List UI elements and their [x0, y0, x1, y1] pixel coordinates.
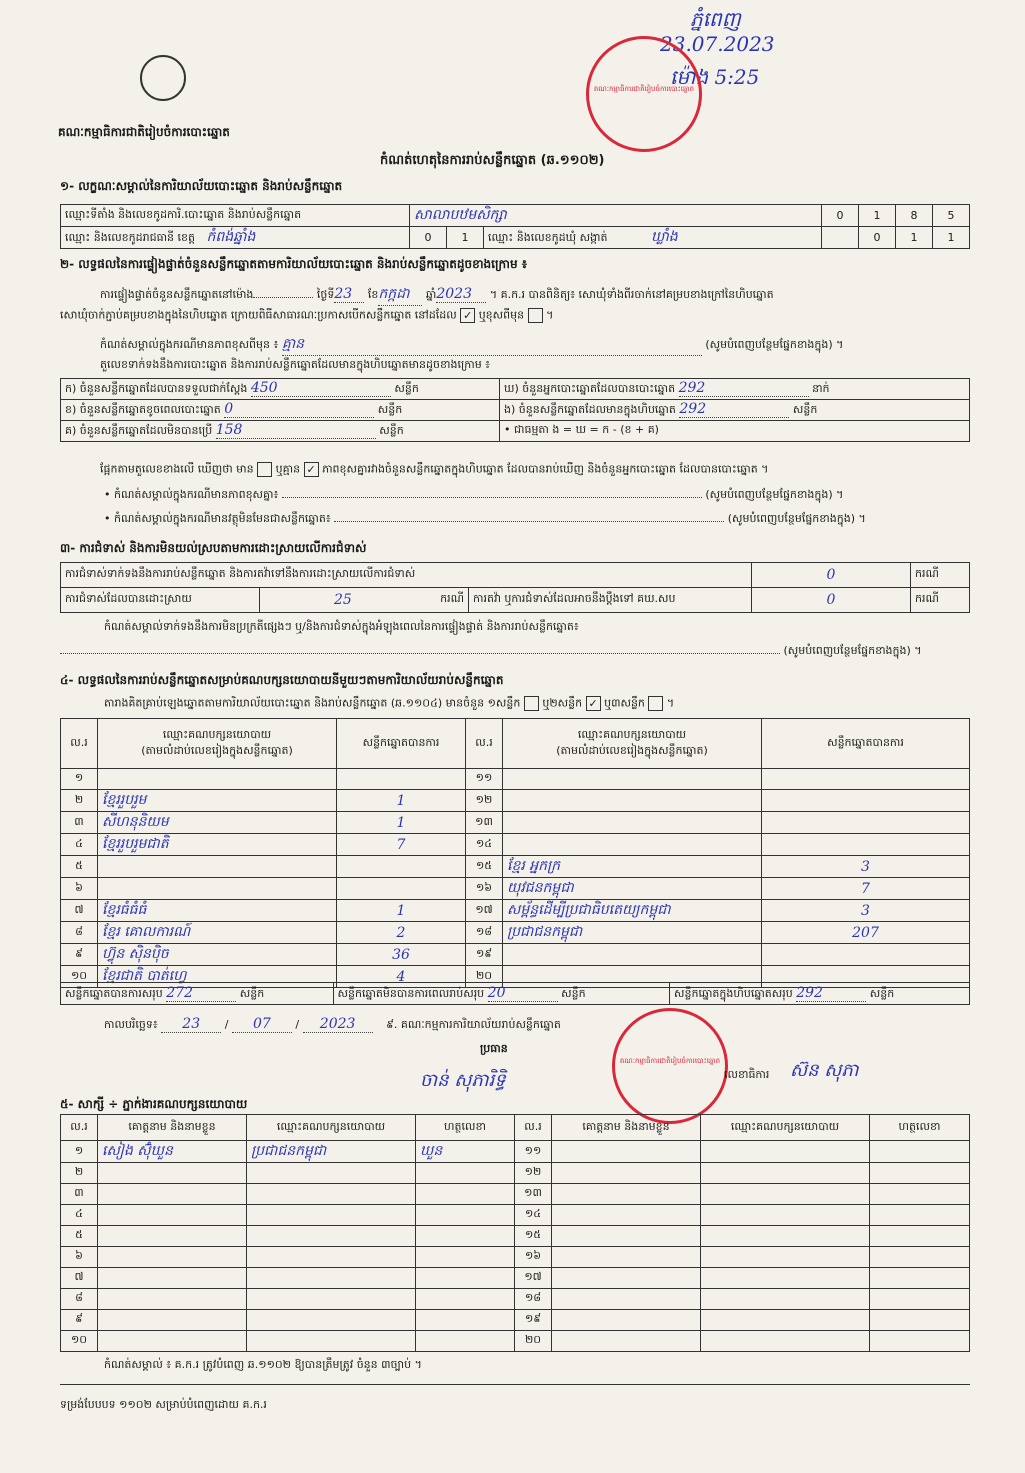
party-votes: 207 — [762, 922, 970, 944]
table-row — [61, 1226, 970, 1247]
date-day: 23 — [161, 1016, 221, 1033]
verification-time-label: ការផ្ទៀងផ្ទាត់ចំនួនសន្លឹកឆ្នោតនៅម៉ោង — [100, 288, 254, 301]
date-year: 2023 — [303, 1016, 373, 1033]
row-no: ១៣ — [466, 812, 503, 834]
valid-total-unit: សន្លឹក — [239, 986, 265, 1000]
invalid-total-label: សន្លឹកឆ្នោតមិនបានការពេលរាប់សរុប — [337, 986, 485, 1000]
objections-table — [60, 562, 970, 613]
row-no: ៨ — [61, 922, 98, 944]
row-no: ១៤ — [466, 834, 503, 856]
fill-more-note: (សូមបំពេញបន្ថែមផ្នែកខាងក្នុង) ។ — [727, 512, 866, 525]
party-name: សម្ព័ន្ធដើម្បីប្រជាធិបតេយ្យកម្ពុជា — [503, 900, 762, 922]
valid-total-value: 272 — [166, 985, 236, 1002]
row-no: ១៨ — [466, 922, 503, 944]
month-value: កក្កដា — [378, 284, 422, 306]
party-name — [503, 834, 762, 856]
commune-code-digit: 1 — [933, 227, 970, 249]
col-party-title: ឈ្មោះគណបក្សនយោបាយ — [577, 727, 687, 741]
row-no: ១ — [61, 1141, 98, 1163]
president-label: ប្រធាន — [480, 1042, 508, 1055]
party-name — [503, 812, 762, 834]
province-code-digit: 0 — [410, 227, 447, 249]
row-no: ១២ — [466, 790, 503, 812]
party-name: ខ្មែរធំធំធំ — [98, 900, 337, 922]
appeal-unit: ករណី — [911, 588, 970, 613]
party-votes: 7 — [337, 834, 466, 856]
tally-sheet-line: តារាងគិតគ្រាប់ឡេងឆ្នោតតាមការិយាល័យបោះឆ្នោត និងរាប់សន្លឹកឆ្នោត (ឆ.១១០៤) មានចំនួន ១សន្លឹក ឬ២សន្លឹក ✓ ឬ៣សន្លឹក ។ — [104, 696, 675, 710]
row-no: ១៣ — [515, 1184, 552, 1205]
form-title: កំណត់ហេតុនៃការរាប់សន្លឹកឆ្នោត (ឆ.១១០២) — [380, 153, 605, 168]
fill-more-note: (សូមបំពេញបន្ថែមផ្នែកខាងក្នុង) ។ — [705, 488, 844, 501]
different-label: ឬខុសពីមុន — [478, 308, 525, 322]
handwritten-date: 23.07.2023 — [660, 32, 775, 56]
year-value: 2023 — [436, 286, 486, 303]
witness-sign: ឃួន — [416, 1141, 515, 1163]
table-row — [61, 944, 970, 966]
objection-count: 0 — [752, 563, 911, 588]
valid-total-cell — [61, 983, 334, 1005]
table-row — [61, 1184, 970, 1205]
fill-more-note: (សូមបំពេញបន្ថែមផ្នែកខាងក្នុង) ។ — [783, 644, 922, 657]
col-name: គោត្តនាម និងនាមខ្លួន — [552, 1115, 701, 1141]
handwritten-location: ភ្នំពេញ — [690, 7, 741, 31]
same-checkbox[interactable]: ✓ — [460, 308, 475, 323]
president-signature: ចាន់ សុភារិទ្ធិ — [420, 1070, 506, 1091]
row-no: ១១ — [466, 769, 503, 790]
resolved-unit: ករណី — [440, 592, 464, 605]
col-sign: ហត្ថលេខា — [870, 1115, 970, 1141]
commune-label — [484, 227, 822, 249]
row-no: ៥ — [61, 1226, 98, 1247]
figure-label: ខ) ចំនួនសន្លឹកឆ្នោតខូចពេលបោះឆ្នោត — [65, 403, 221, 416]
party-votes — [762, 790, 970, 812]
province-code-digit: 1 — [447, 227, 484, 249]
figure-unit: សន្លឹក — [377, 403, 403, 416]
table-row — [61, 769, 970, 790]
difference-note2-label: • កំណត់សម្គាល់ក្នុងករណីមានភាពខុសគ្នា៖ — [104, 488, 279, 501]
row-no: ៥ — [61, 856, 98, 878]
official-stamp-bottom — [612, 1008, 728, 1124]
row-no: ១២ — [515, 1163, 552, 1184]
table-row — [61, 1163, 970, 1184]
invalid-total-cell — [333, 983, 670, 1005]
figure-unit: នាក់ — [812, 382, 830, 395]
figure-value: 0 — [224, 401, 374, 418]
row-no: ១០ — [61, 1331, 98, 1352]
day-label: ថ្ងៃទី — [316, 288, 335, 301]
province-label-text: ឈ្មោះ និងលេខកូដរាជធានី ខេត្ត — [65, 231, 195, 244]
province-label — [61, 227, 410, 249]
station-code-digit: 5 — [933, 205, 970, 227]
handwritten-time: ម៉ោង 5:25 — [670, 65, 760, 89]
row-no: ៦ — [61, 878, 98, 900]
row-no: ៦ — [61, 1247, 98, 1268]
row-no: ២០ — [515, 1331, 552, 1352]
commune-code-digit: 1 — [896, 227, 933, 249]
row-no: ១៤ — [515, 1205, 552, 1226]
col-sign: ហត្ថលេខា — [416, 1115, 515, 1141]
party-votes — [337, 856, 466, 878]
party-name: យុវជនកម្ពុជា — [503, 878, 762, 900]
box-total-unit: សន្លឹក — [869, 986, 895, 1000]
different-checkbox[interactable] — [528, 308, 543, 323]
table-row — [61, 1289, 970, 1310]
table-row — [61, 922, 970, 944]
col-no: ល.រ — [466, 719, 503, 769]
row-no: ១៦ — [515, 1247, 552, 1268]
row-no: ៧ — [61, 900, 98, 922]
results-table — [60, 718, 970, 988]
committee-label: ៩. គណៈកម្មការការិយាល័យរាប់សន្លឹកឆ្នោត — [386, 1018, 561, 1031]
comparison-line — [100, 462, 970, 479]
row-no: ១១ — [515, 1141, 552, 1163]
stamp-text: គណៈកម្មាធិការជាតិរៀបចំការបោះឆ្នោត — [619, 1057, 721, 1065]
date-month: 07 — [232, 1016, 292, 1033]
figure-label: ង) ចំនួនសន្លឹកឆ្នោតដែលមានក្នុងហិបឆ្នោត — [504, 403, 676, 416]
box-total-label: សន្លឹកឆ្នោតក្នុងហិបឆ្នោតសរុប — [674, 986, 793, 1000]
col-party — [503, 719, 762, 769]
party-votes — [762, 834, 970, 856]
one-sheet-checkbox[interactable] — [524, 696, 539, 711]
section3-heading: ៣- ការជំទាស់ និងការមិនយល់ស្របតាមការដោះស្រាយលើការជំទាស់ — [60, 541, 367, 555]
party-votes: 1 — [337, 812, 466, 834]
appeal-label: ការតវ៉ា ឬការជំទាស់ដែលអាចនឹងប្តឹងទៅ គឃ.សប — [469, 588, 752, 613]
figure-unit: សន្លឹក — [394, 382, 419, 395]
resolved-label: ការជំទាស់ដែលបានដោះស្រាយ — [61, 588, 260, 613]
table-row — [61, 1331, 970, 1352]
tally-sheet-intro: តារាងគិតគ្រាប់ឡេងឆ្នោតតាមការិយាល័យបោះឆ្នោត និងរាប់សន្លឹកឆ្នោត (ឆ.១១០៤) មានចំនួន ១សន្លឹក — [104, 696, 521, 710]
table-row — [61, 1268, 970, 1289]
party-name: ប្រជាជនកម្ពុជា — [503, 922, 762, 944]
secretary-signature: ស៊ន សុភា — [790, 1060, 859, 1081]
row-no: ៣ — [61, 1184, 98, 1205]
row-no: ៨ — [61, 1289, 98, 1310]
section1-table — [60, 204, 970, 249]
col-no: ល.រ — [61, 1115, 98, 1141]
box-total-cell — [670, 983, 970, 1005]
appeal-count: 0 — [752, 588, 911, 613]
party-name — [98, 878, 337, 900]
foreign-object-note — [104, 512, 970, 528]
figure-value: 158 — [216, 422, 376, 439]
row-no: ៣ — [61, 812, 98, 834]
row-no: ១៧ — [466, 900, 503, 922]
party-name: ខ្មែររួបរួមជាតិ — [98, 834, 337, 856]
table-row — [61, 856, 970, 878]
verification-line2: សោឃុំចាក់ភ្ជាប់គម្របខាងក្នុងនៃហិបឆ្នោត ក្រោយពិធីសាធារណៈប្រកាសបើកសន្លឹកឆ្នោត នៅដដែល ✓ ឬខុសពីមុន ។ — [60, 308, 554, 322]
foreign-object-note-label: • កំណត់សម្គាល់ក្នុងករណីមានវត្ថុមិនមែនជាសន្លឹកឆ្នោត៖ — [104, 512, 331, 525]
three-sheets-checkbox[interactable] — [648, 696, 663, 711]
copies-note: កំណត់សម្គាល់ ៖ គ.ក.រ ត្រូវបំពេញ ឆ.១១០២ ឱ្យបានត្រឹមត្រូវ ចំនួន ៣ច្បាប់ ។ — [104, 1358, 422, 1371]
figure-label: ក) ចំនួនសន្លឹកឆ្នោតដែលបានទទួលជាក់ស្តែង — [65, 382, 248, 395]
section4-heading: ៤- លទ្ធផលនៃការរាប់សន្លឹកឆ្នោតសម្រាប់គណបក្សនយោបាយនីមួយៗតាមការិយាល័យរាប់សន្លឹកឆ្នោត — [60, 673, 504, 687]
figure-unit: សន្លឹក — [792, 403, 818, 416]
row-no: ២០ — [466, 966, 503, 988]
party-votes: 2 — [337, 922, 466, 944]
comparison-b: ឬគ្មាន — [275, 462, 301, 476]
secretary-label: លេខាធិការ — [724, 1068, 770, 1081]
difference-note — [100, 334, 970, 356]
comparison-a: ផ្អែកតាមតួលេខខាងលើ ឃើញថា មាន — [100, 462, 254, 476]
row-no: ១៩ — [515, 1310, 552, 1331]
valid-total-label: សន្លឹកឆ្នោតបានការសរុប — [65, 986, 163, 1000]
station-code-digit: 1 — [859, 205, 896, 227]
footer-divider — [60, 1384, 970, 1385]
col-no: ល.រ — [515, 1115, 552, 1141]
station-code-digit: 8 — [896, 205, 933, 227]
party-name — [503, 790, 762, 812]
row-no: ៤ — [61, 834, 98, 856]
col-party: ឈ្មោះគណបក្សនយោបាយ — [247, 1115, 416, 1141]
party-votes — [337, 769, 466, 790]
table-row — [61, 1141, 970, 1163]
witness-party: ប្រជាជនកម្ពុជា — [247, 1141, 416, 1163]
party-votes: 1 — [337, 790, 466, 812]
row-no: ១០ — [61, 966, 98, 988]
witness-name: សៀង ស៊ុំឃួន — [98, 1141, 247, 1163]
commune-code-blank — [822, 227, 859, 249]
party-name: ខ្មែរជាតិ បាត់ហ្វេ — [98, 966, 337, 988]
col-party — [98, 719, 337, 769]
figure-value: 292 — [679, 401, 789, 418]
witnesses-table — [60, 1114, 970, 1352]
official-stamp-top — [586, 36, 702, 152]
irregularity-fill — [60, 644, 970, 660]
row-no: ៧ — [61, 1268, 98, 1289]
figure-label: គ) ចំនួនសន្លឹកឆ្នោតដែលមិនបានប្រើ — [65, 424, 213, 437]
polling-station-value: សាលាបឋមសិក្សា — [410, 205, 822, 227]
commune-code-digit: 0 — [859, 227, 896, 249]
party-name: ខ្មែររួបរួម — [98, 790, 337, 812]
col-no: ល.រ — [61, 719, 98, 769]
section5-heading: ៥- សាក្សី ÷ ភ្នាក់ងារគណបក្សនយោបាយ — [60, 1097, 248, 1111]
party-name: ហ៊្វុន ស៊ិនប៉ិច — [98, 944, 337, 966]
lock-statement: សោឃុំចាក់ភ្ជាប់គម្របខាងក្នុងនៃហិបឆ្នោត ក្រោយពិធីសាធារណៈប្រកាសបើកសន្លឹកឆ្នោត នៅដដែល — [60, 308, 457, 322]
party-votes — [762, 812, 970, 834]
party-votes: 1 — [337, 900, 466, 922]
objection-label: ការជំទាស់ទាក់ទងនឹងការរាប់សន្លឹកឆ្នោត និងការតវ៉ាទៅនឹងការដោះស្រាយលើការជំទាស់ — [61, 563, 752, 588]
totals-table — [60, 982, 970, 1005]
table-row — [61, 790, 970, 812]
stamp-text: គណៈកម្មាធិការជាតិរៀបចំការបោះឆ្នោត — [593, 85, 695, 93]
comparison-c: ភាពខុសគ្នារវាងចំនួនសន្លឹកឆ្នោតក្នុងហិបឆ្នោត ដែលបានរាប់ឃើញ និងចំនួនអ្នកបោះឆ្នោត ដែលបានបោះឆ្នោត ។ — [322, 462, 769, 476]
party-votes: 3 — [762, 900, 970, 922]
three-sheets-label: ឬ៣សន្លឹក — [604, 696, 645, 710]
province-value: កំពង់ឆ្នាំង — [206, 229, 256, 245]
col-party-sub: (តាមលំដាប់លេខរៀងក្នុងសន្លឹកឆ្នោត) — [141, 743, 293, 757]
row-no: ១៥ — [466, 856, 503, 878]
difference-note-value: គ្មាន — [282, 334, 702, 356]
day-value: 23 — [334, 286, 364, 303]
date-label: កាលបរិច្ឆេទ៖ — [104, 1018, 158, 1031]
col-name: គោត្តនាម និងនាមខ្លួន — [98, 1115, 247, 1141]
signing-date: កាលបរិច្ឆេទ៖ 23 / 07 / 2023 ៩. គណៈកម្មការការិយាល័យរាប់សន្លឹកឆ្នោត — [104, 1016, 561, 1032]
table-row — [61, 1247, 970, 1268]
figure-label: ឃ) ចំនួនអ្នកបោះឆ្នោតដែលបានបោះឆ្នោត — [504, 382, 676, 395]
party-name — [503, 769, 762, 790]
party-votes — [762, 944, 970, 966]
row-no: ៤ — [61, 1205, 98, 1226]
figures-intro: តួលេខទាក់ទងនឹងការបោះឆ្នោត និងការរាប់សន្លឹកឆ្នោតដែលមានក្នុងហិបឆ្នោតមានដូចខាងក្រោម ៖ — [100, 358, 491, 371]
party-votes — [337, 878, 466, 900]
fill-more-note: (សូមបំពេញបន្ថែមផ្នែកខាងក្នុង) ។ — [705, 338, 844, 351]
section2-heading: ២- លទ្ធផលនៃការផ្ទៀងផ្ទាត់ចំនួនសន្លឹកឆ្នោតតាមការិយាល័យបោះឆ្នោត និងរាប់សន្លឹកឆ្នោតដូចខាងក្រោម ៖ — [60, 257, 528, 271]
difference-note-label: កំណត់សម្គាល់ក្នុងករណីមានភាពខុសពីមុន ៖ — [100, 338, 279, 351]
year-label: ឆ្នាំ — [425, 288, 437, 301]
row-no: ៩ — [61, 944, 98, 966]
section1-heading: ១- លក្ខណៈសម្គាល់នៃការិយាល័យបោះឆ្នោត និងរាប់សន្លឹកឆ្នោត — [60, 179, 343, 193]
col-party-sub: (តាមលំដាប់លេខរៀងក្នុងសន្លឹកឆ្នោត) — [556, 743, 708, 757]
figure-value: 292 — [679, 380, 809, 397]
objection-unit: ករណី — [911, 563, 970, 588]
row-no: ១៨ — [515, 1289, 552, 1310]
table-row — [61, 1205, 970, 1226]
resolved-count: 25 — [334, 592, 352, 608]
party-votes — [762, 769, 970, 790]
footer-text: ទម្រង់បែបបទ ១១០២ សម្រាប់បំពេញដោយ គ.ក.រ — [60, 1398, 267, 1411]
party-votes: 36 — [337, 944, 466, 966]
polling-station-label: ឈ្មោះទីតាំង និងលេខកូដការិ.បោះឆ្នោត និងរាប់សន្លឹកឆ្នោត — [61, 205, 410, 227]
commune-value: ឃ្លាំង — [651, 229, 678, 245]
col-votes: សន្លឹកឆ្នោតបានការ — [762, 719, 970, 769]
table-row — [61, 900, 970, 922]
row-no: ៩ — [61, 1310, 98, 1331]
check-statement: ។ គ.ក.រ បានពិនិត្យ៖ សោឃុំទាំងពីរចាក់នៅគម្របខាងក្រៅនៃហិបឆ្នោត — [489, 288, 774, 301]
party-votes: 7 — [762, 878, 970, 900]
row-no: ១៦ — [466, 878, 503, 900]
table-row — [61, 878, 970, 900]
party-name: ខ្មែរ គោលការណ៍ — [98, 922, 337, 944]
party-votes: 3 — [762, 856, 970, 878]
figures-table — [60, 378, 970, 442]
row-no: ១ — [61, 769, 98, 790]
verification-line1 — [100, 284, 970, 306]
col-party-title: ឈ្មោះគណបក្សនយោបាយ — [162, 727, 272, 741]
table-row — [61, 812, 970, 834]
party-name — [503, 944, 762, 966]
row-no: ១៥ — [515, 1226, 552, 1247]
invalid-total-unit: សន្លឹក — [561, 986, 586, 1000]
has-difference-checkbox[interactable] — [257, 462, 272, 477]
month-label: ខែ — [367, 288, 379, 301]
figure-value: 450 — [251, 380, 391, 397]
party-name: សីហនុនិយម — [98, 812, 337, 834]
commune-label-text: ឈ្មោះ និងលេខកូដឃុំ សង្កាត់ — [488, 231, 608, 244]
col-party: ឈ្មោះគណបក្សនយោបាយ — [701, 1115, 870, 1141]
row-no: ២ — [61, 790, 98, 812]
table-row — [61, 1310, 970, 1331]
figure-unit: សន្លឹក — [379, 424, 404, 437]
difference-note2 — [104, 488, 970, 504]
no-difference-checkbox[interactable]: ✓ — [304, 462, 319, 477]
col-votes: សន្លឹកឆ្នោតបានការ — [337, 719, 466, 769]
irregularity-note: កំណត់សម្គាល់ទាក់ទងនឹងការមិនប្រក្រតីផ្សេងៗ ឬ/និងការជំទាស់ក្នុងអំឡុងពេលនៃការផ្ទៀងផ្ទាត់ និងការរាប់សន្លឹកឆ្នោត៖ — [104, 620, 579, 633]
row-no: ១៩ — [466, 944, 503, 966]
party-name: ខ្មែរ អ្នកក្រ — [503, 856, 762, 878]
formula: • ជាធម្មតា ង = ឃ = ក - (ខ + គ) — [504, 423, 659, 436]
table-row — [61, 834, 970, 856]
two-sheets-checkbox[interactable]: ✓ — [586, 696, 601, 711]
invalid-total-value: 20 — [488, 985, 558, 1002]
row-no: ១៧ — [515, 1268, 552, 1289]
party-name — [98, 769, 337, 790]
org-name: គណៈកម្មាធិការជាតិរៀបចំការបោះឆ្នោត — [58, 125, 230, 139]
party-votes: 4 — [337, 966, 466, 988]
station-code-digit: 0 — [822, 205, 859, 227]
row-no: ២ — [61, 1163, 98, 1184]
nec-logo — [140, 55, 186, 101]
box-total-value: 292 — [796, 985, 866, 1002]
party-name — [98, 856, 337, 878]
two-sheets-label: ឬ២សន្លឹក — [542, 696, 583, 710]
